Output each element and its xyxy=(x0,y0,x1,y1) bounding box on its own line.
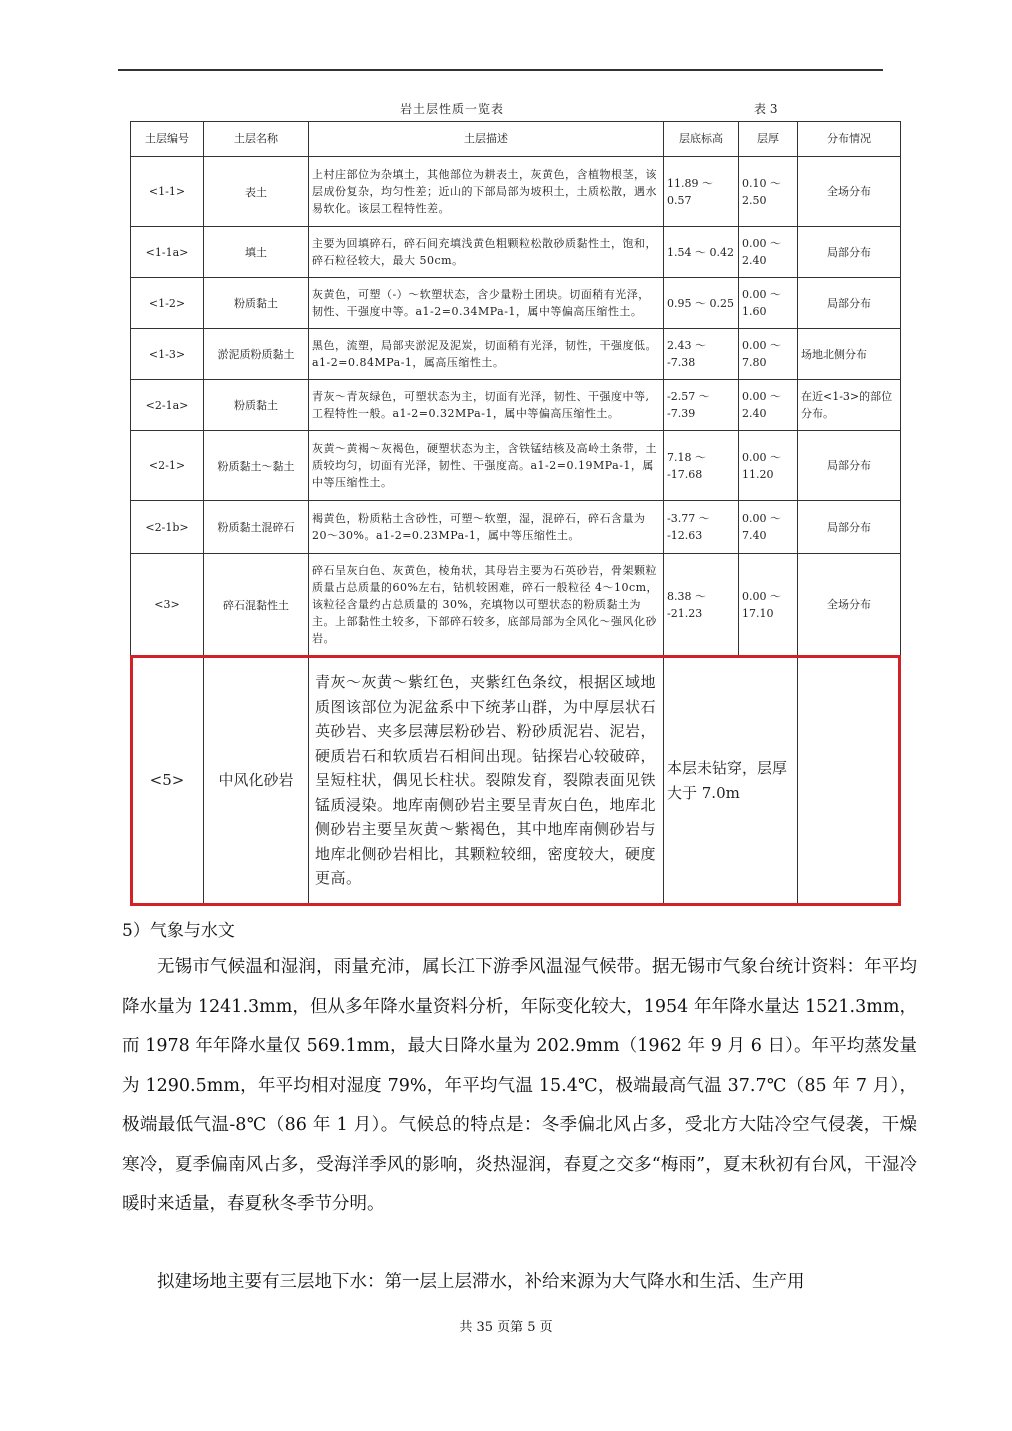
row-desc: 碎石呈灰白色、灰黄色，棱角状，其母岩主要为石英砂岩，骨架颗粒质量占总质量的60%左右，钻机较困难，碎石一般粒径 4～10cm，该粒径含量约占总质量的 30%，充填物以可塑状态的粉质黏土为主。上部黏性土较多，下部碎石较多，底部局部为全风化～强风化砂岩。 xyxy=(309,554,664,656)
row-thickness: 0.00 ～ 2.40 xyxy=(739,380,798,431)
table-row xyxy=(131,554,901,656)
header-thickness: 层厚 xyxy=(739,122,798,157)
table-row xyxy=(131,501,901,554)
row-elev: 7.18 ～ -17.68 xyxy=(664,431,739,501)
row-thickness: 0.00 ～ 2.40 xyxy=(739,227,798,278)
paragraph-climate: 无锡市气候温和湿润，雨量充沛，属长江下游季风温湿气候带。据无锡市气象台统计资料：年平均降水量为 1241.3mm，但从多年降水量资料分析，年际变化较大，1954 年年降水量达 1521.3mm，而 1978 年年降水量仅 569.1mm，最大日降水量为 202.9mm（1962 年 9 月 6 日）。年平均蒸发量为 1290.5mm，年平均相对湿度 79%，年平均气温 15.4℃，极端最高气温 37.7℃（85 年 7 月），极端最低气温-8℃（86 年 1 月）。气候总的特点是：冬季偏北风占多，受北方大陆冷空气侵袭，干燥寒冷，夏季偏南风占多，受海洋季风的影响，炎热湿润，春夏之交多“梅雨”，夏末秋初有台风，干湿冷暖时来适量，春夏秋冬季节分明。 xyxy=(122,957,917,1214)
row-desc: 灰黄色，可塑（-）～软塑状态，含少量粉土团块。切面稍有光泽，韧性、干强度中等。a1-2=0.34MPa-1，属中等偏高压缩性土。 xyxy=(309,278,664,329)
row-dist: 全场分布 xyxy=(798,554,901,656)
page-footer: 共 35 页第 5 页 xyxy=(459,1320,553,1335)
row-thickness: 0.00 ～ 17.10 xyxy=(739,554,798,656)
table-header-row xyxy=(131,122,901,157)
row-name: 粉质黏土混碎石 xyxy=(204,501,309,554)
row-thickness: 0.00 ～ 11.20 xyxy=(739,431,798,501)
row-name: 表土 xyxy=(204,157,309,227)
row-code: <1-1> xyxy=(131,157,204,227)
row-dist: 局部分布 xyxy=(798,227,901,278)
row-name: 中风化砂岩 xyxy=(204,656,309,906)
row-name: 碎石混黏性土 xyxy=(204,554,309,656)
row-dist: 局部分布 xyxy=(798,431,901,501)
row-name: 粉质黏土 xyxy=(204,380,309,431)
row-name: 粉质黏土～黏土 xyxy=(204,431,309,501)
row-elev: 1.54 ～ 0.42 xyxy=(664,227,739,278)
soil-properties-table xyxy=(130,121,901,906)
header-elev: 层底标高 xyxy=(664,122,739,157)
row-thickness: 0.10 ～ 2.50 xyxy=(739,157,798,227)
table-row xyxy=(131,431,901,501)
header-name: 土层名称 xyxy=(204,122,309,157)
row-code: <2-1a> xyxy=(131,380,204,431)
row-elev: 8.38 ～ -21.23 xyxy=(664,554,739,656)
row-name: 粉质黏土 xyxy=(204,278,309,329)
row-desc: 主要为回填碎石，碎石间充填浅黄色粗颗粒松散砂质黏性土，饱和，碎石粒径较大，最大 50cm。 xyxy=(309,227,664,278)
section-heading: 5）气象与水文 xyxy=(122,921,235,941)
row-dist: 在近<1-3>的部位分布。 xyxy=(798,380,901,431)
table-row xyxy=(131,227,901,278)
row-desc: 褐黄色，粉质粘土含砂性，可塑～软塑，湿，混碎石，碎石含量为 20～30%。a1-2=0.23MPa-1，属中等压缩性土。 xyxy=(309,501,664,554)
header-rule xyxy=(118,69,883,71)
row-dist: 局部分布 xyxy=(798,278,901,329)
row-code: <2-1b> xyxy=(131,501,204,554)
row-code: <5> xyxy=(131,656,204,906)
row-code: <1-2> xyxy=(131,278,204,329)
table-row xyxy=(131,329,901,380)
row-desc: 黑色，流塑，局部夹淤泥及泥炭，切面稍有光泽，韧性，干强度低。a1-2=0.84MPa-1，属高压缩性土。 xyxy=(309,329,664,380)
row-name: 填土 xyxy=(204,227,309,278)
row-elev: -3.77 ～ -12.63 xyxy=(664,501,739,554)
row-elev-thickness: 本层未钻穿，层厚大于 7.0m xyxy=(664,656,798,906)
table-title: 岩土层性质一览表 xyxy=(400,102,505,116)
row-dist xyxy=(798,656,901,906)
row-elev: -2.57 ～ -7.39 xyxy=(664,380,739,431)
row-thickness: 0.00 ～ 7.40 xyxy=(739,501,798,554)
row-desc: 灰黄～黄褐～灰褐色，硬塑状态为主，含铁锰结核及高岭土条带，土质较均匀，切面有光泽，韧性、干强度高。a1-2=0.19MPa-1，属中等压缩性土。 xyxy=(309,431,664,501)
header-desc: 土层描述 xyxy=(309,122,664,157)
table-row xyxy=(131,157,901,227)
table-row xyxy=(131,278,901,329)
header-code: 土层编号 xyxy=(131,122,204,157)
row-dist: 局部分布 xyxy=(798,501,901,554)
row-elev: 0.95 ～ 0.25 xyxy=(664,278,739,329)
row-thickness: 0.00 ～ 7.80 xyxy=(739,329,798,380)
row-desc: 青灰～灰黄～紫红色，夹紫红色条纹，根据区域地质图该部位为泥盆系中下统茅山群，为中厚层状石英砂岩、夹多层薄层粉砂岩、粉砂质泥岩、泥岩，硬质岩石和软质岩石相间出现。钻探岩心较破碎，呈短柱状，偶见长柱状。裂隙发育，裂隙表面见铁锰质浸染。地库南侧砂岩主要呈青灰白色，地库北侧砂岩主要呈灰黄～紫褐色，其中地库南侧砂岩与地库北侧砂岩相比，其颗粒较细，密度较大，硬度更高。 xyxy=(309,656,664,906)
table-row xyxy=(131,380,901,431)
row-code: <1-1a> xyxy=(131,227,204,278)
paragraph-groundwater: 拟建场地主要有三层地下水：第一层上层滞水，补给来源为大气降水和生活、生产用 xyxy=(157,1272,805,1292)
table-number: 表 3 xyxy=(754,102,778,116)
row-code: <1-3> xyxy=(131,329,204,380)
row-elev: 11.89 ～ 0.57 xyxy=(664,157,739,227)
row-name: 淤泥质粉质黏土 xyxy=(204,329,309,380)
row-desc: 青灰～青灰绿色，可塑状态为主，切面有光泽，韧性、干强度中等,工程特性一般。a1-2=0.32MPa-1，属中等偏高压缩性土。 xyxy=(309,380,664,431)
row-elev: 2.43 ～ -7.38 xyxy=(664,329,739,380)
row-code: <3> xyxy=(131,554,204,656)
row-thickness: 0.00 ～ 1.60 xyxy=(739,278,798,329)
row-desc: 上村庄部位为杂填土，其他部位为耕表土，灰黄色，含植物根茎，该层成份复杂，均匀性差；近山的下部局部为坡积土，土质松散，遇水易软化。该层工程特性差。 xyxy=(309,157,664,227)
table-row xyxy=(131,656,901,906)
header-dist: 分布情况 xyxy=(798,122,901,157)
row-dist: 场地北侧分布 xyxy=(798,329,901,380)
row-code: <2-1> xyxy=(131,431,204,501)
row-dist: 全场分布 xyxy=(798,157,901,227)
